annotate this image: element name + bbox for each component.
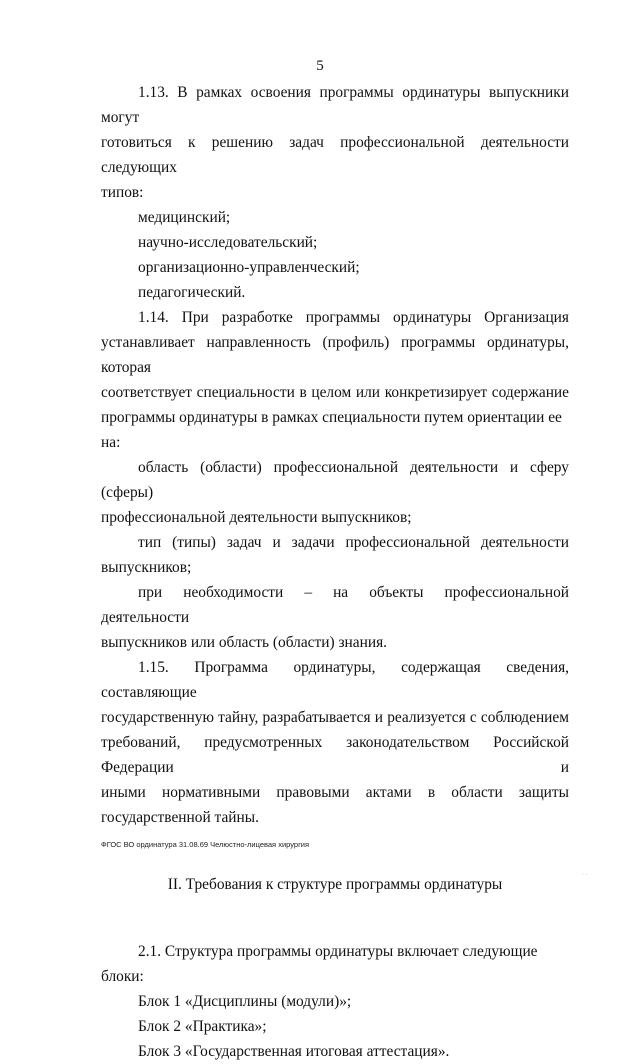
paragraph-1-13-line-3: типов: bbox=[101, 184, 144, 201]
paragraph-1-14-item-1-line-1: область (области) профессиональной деятельности и сферу (сферы) bbox=[101, 459, 569, 501]
list-item-type: научно-исследовательский; bbox=[138, 234, 318, 251]
paragraph-1-15-line-5: государственной тайны. bbox=[101, 809, 259, 826]
page-footer: ФГОС ВО ординатура 31.08.69 Челюстно-лицевая хирургия bbox=[101, 840, 310, 849]
paragraph-1-14-line-2: устанавливает направленность (профиль) программы ординатуры, которая bbox=[101, 334, 569, 376]
section-heading: II. Требования к структуре программы ординатуры bbox=[167, 876, 503, 893]
paragraph-1-14-item-2-line-1: тип (типы) задач и задачи профессиональной деятельности bbox=[138, 534, 569, 551]
paragraph-1-14-line-3: соответствует специальности в целом или конкретизирует содержание bbox=[101, 384, 569, 401]
page-content bbox=[101, 80, 569, 1064]
paragraph-2-1-line-1: 2.1. Структура программы ординатуры включает следующие блоки: bbox=[101, 943, 538, 985]
page-number: 5 bbox=[316, 58, 324, 74]
list-item-block: Блок 1 «Дисциплины (модули)»; bbox=[138, 993, 352, 1010]
paragraph-1-13-line-2: готовиться к решению задач профессиональной деятельности следующих bbox=[101, 134, 569, 176]
paragraph-1-14-item-3-line-2: выпускников или область (области) знания. bbox=[101, 634, 387, 651]
list-item-block: Блок 2 «Практика»; bbox=[138, 1018, 267, 1035]
paragraph-1-14-line-4: программы ординатуры в рамках специальности путем ориентации ее на: bbox=[101, 409, 562, 451]
list-item-type: организационно-управленческий; bbox=[138, 259, 360, 276]
list-item-block: Блок 3 «Государственная итоговая аттестация». bbox=[138, 1043, 450, 1060]
paragraph-1-15-line-2: государственную тайну, разрабатывается и реализуется с соблюдением bbox=[101, 709, 569, 726]
scan-speck: · · bbox=[582, 872, 588, 878]
paragraph-1-14-item-2-line-2: выпускников; bbox=[101, 559, 192, 576]
paragraph-1-15-line-1: 1.15. Программа ординатуры, содержащая сведения, составляющие bbox=[101, 659, 569, 701]
paragraph-1-13-line-1: 1.13. В рамках освоения программы ординатуры выпускники могут bbox=[101, 84, 569, 126]
paragraph-1-14-item-1-line-2: профессиональной деятельности выпускников; bbox=[101, 509, 412, 526]
list-item-type: медицинский; bbox=[138, 209, 231, 226]
list-item-type: педагогический. bbox=[138, 284, 246, 301]
paragraph-1-15-line-4: иными нормативными правовыми актами в области защиты bbox=[101, 784, 569, 801]
paragraph-1-14-line-1: 1.14. При разработке программы ординатуры Организация bbox=[138, 309, 569, 326]
paragraph-1-15-line-3: требований, предусмотренных законодательством Российской Федерации и bbox=[101, 734, 569, 776]
paragraph-1-14-item-3-line-1: при необходимости – на объекты профессиональной деятельности bbox=[101, 584, 569, 626]
